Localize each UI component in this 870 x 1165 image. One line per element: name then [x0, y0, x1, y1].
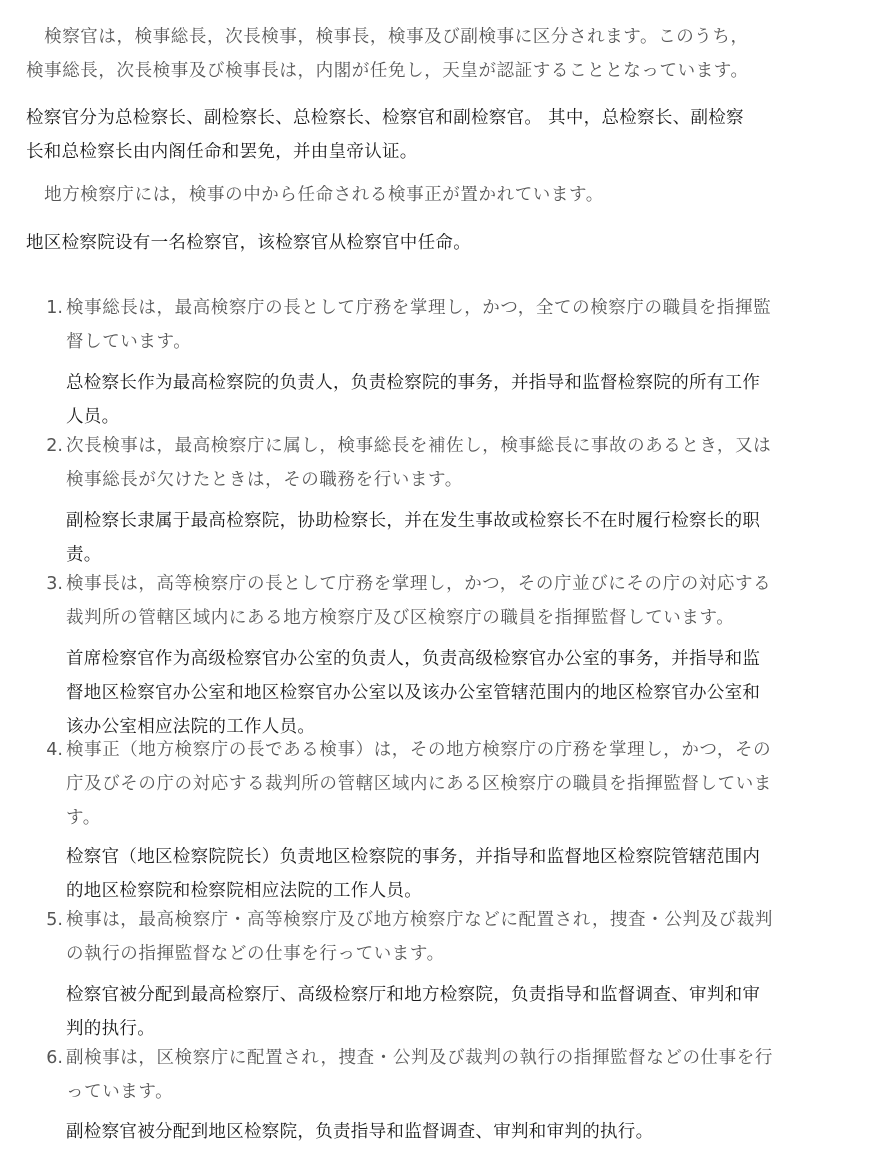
text-line: 督地区检察官办公室和地区检察官办公室以及该办公室管辖范围内的地区检察官办公室和	[66, 683, 761, 703]
list-item-number: 3.	[46, 574, 63, 594]
text-line: の執行の指揮監督などの仕事を行っています。	[66, 944, 445, 964]
text-line: 裁判所の管轄区域内にある地方検察庁及び区検察庁の職員を指揮監督しています。	[66, 608, 735, 628]
text-line: 责。	[66, 545, 102, 565]
list-item-3-ja	[66, 567, 771, 635]
text-line: 督しています。	[66, 332, 192, 352]
list-item-6-ja	[66, 1041, 773, 1109]
list-item-6-zh	[66, 1115, 653, 1149]
text-line: 判的执行。	[66, 1019, 155, 1039]
text-line: 次長検事は，最高検察庁に属し，検事総長を補佐し，検事総長に事故のあるとき，又は	[66, 436, 772, 456]
text-line: 検事総長が欠けたときは，その職務を行います。	[66, 470, 463, 490]
intro-paragraph-1-ja	[26, 20, 749, 88]
list-item-number: 5.	[46, 910, 63, 930]
list-item-1-ja	[66, 291, 771, 359]
text-line: 副检察长隶属于最高检察院，协助检察长，并在发生事故或检察长不在时履行检察长的职	[66, 511, 761, 531]
intro-paragraph-2-ja	[26, 178, 604, 212]
text-line: 检察官（地区检察院院长）负责地区检察院的事务，并指导和监督地区检察院管辖范围内	[66, 847, 761, 867]
list-item-number: 6.	[46, 1048, 63, 1068]
text-line: 検事総長，次長検事及び検事長は，内閣が任免し，天皇が認証することとなっています。	[26, 61, 749, 81]
text-line: 検事長は，高等検察庁の長として庁務を掌理し，かつ，その庁並びにその庁の対応する	[66, 574, 772, 594]
text-line: 首席检察官作为高级检察官办公室的负责人，负责高级检察官办公室的事务，并指导和监	[66, 649, 761, 669]
text-line: 总检察长作为最高检察院的负责人，负责检察院的事务，并指导和监督检察院的所有工作	[66, 373, 761, 393]
text-line: 长和总检察长由内阁任命和罢免，并由皇帝认证。	[26, 142, 418, 162]
list-item-4-zh	[66, 840, 760, 908]
list-item-5-ja	[66, 903, 773, 971]
text-line: 検事は，最高検察庁・高等検察庁及び地方検察庁などに配置され，捜査・公判及び裁判	[66, 910, 773, 930]
text-line: 人员。	[66, 407, 120, 427]
text-line: 地区检察院设有一名检察官，该检察官从检察官中任命。	[26, 233, 471, 253]
text-line: 该办公室相应法院的工作人员。	[66, 717, 316, 737]
text-line: 庁及びその庁の対応する裁判所の管轄区域内にある区検察庁の職員を指揮監督していま	[66, 774, 772, 794]
list-item-5-zh	[66, 978, 760, 1046]
text-line: 地方検察庁には，検事の中から任命される検事正が置かれています。	[26, 185, 604, 205]
list-item-number: 2.	[46, 436, 63, 456]
intro-paragraph-1-zh	[26, 101, 744, 169]
text-line: っています。	[66, 1082, 174, 1102]
text-line: 検事総長は，最高検察庁の長として庁務を掌理し，かつ，全ての検察庁の職員を指揮監	[66, 298, 772, 318]
text-line: す。	[66, 808, 101, 828]
text-line: 副检察官被分配到地区检察院，负责指导和监督调查、审判和审判的执行。	[66, 1122, 654, 1142]
text-line: 検察官は，検事総長，次長検事，検事長，検事及び副検事に区分されます。このうち，	[26, 27, 749, 47]
text-line: 副検事は，区検察庁に配置され，捜査・公判及び裁判の執行の指揮監督などの仕事を行	[66, 1048, 773, 1068]
list-item-4-ja	[66, 733, 772, 835]
intro-paragraph-2-zh	[26, 226, 471, 260]
text-line: 検事正（地方検察庁の長である検事）は，その地方検察庁の庁務を掌理し，かつ，その	[66, 740, 772, 760]
list-item-number: 1.	[46, 298, 63, 318]
text-line: 检察官被分配到最高检察厅、高级检察厅和地方检察院，负责指导和监督调查、审判和审	[66, 985, 761, 1005]
list-item-1-zh	[66, 366, 760, 434]
list-item-2-ja	[66, 429, 771, 497]
text-line: 的地区检察院和检察院相应法院的工作人员。	[66, 881, 422, 901]
list-item-3-zh	[66, 642, 760, 744]
list-item-2-zh	[66, 504, 760, 572]
list-item-number: 4.	[46, 740, 63, 760]
text-line: 检察官分为总检察长、副检察长、总检察长、检察官和副检察官。 其中，总检察长、副检察	[26, 108, 744, 128]
